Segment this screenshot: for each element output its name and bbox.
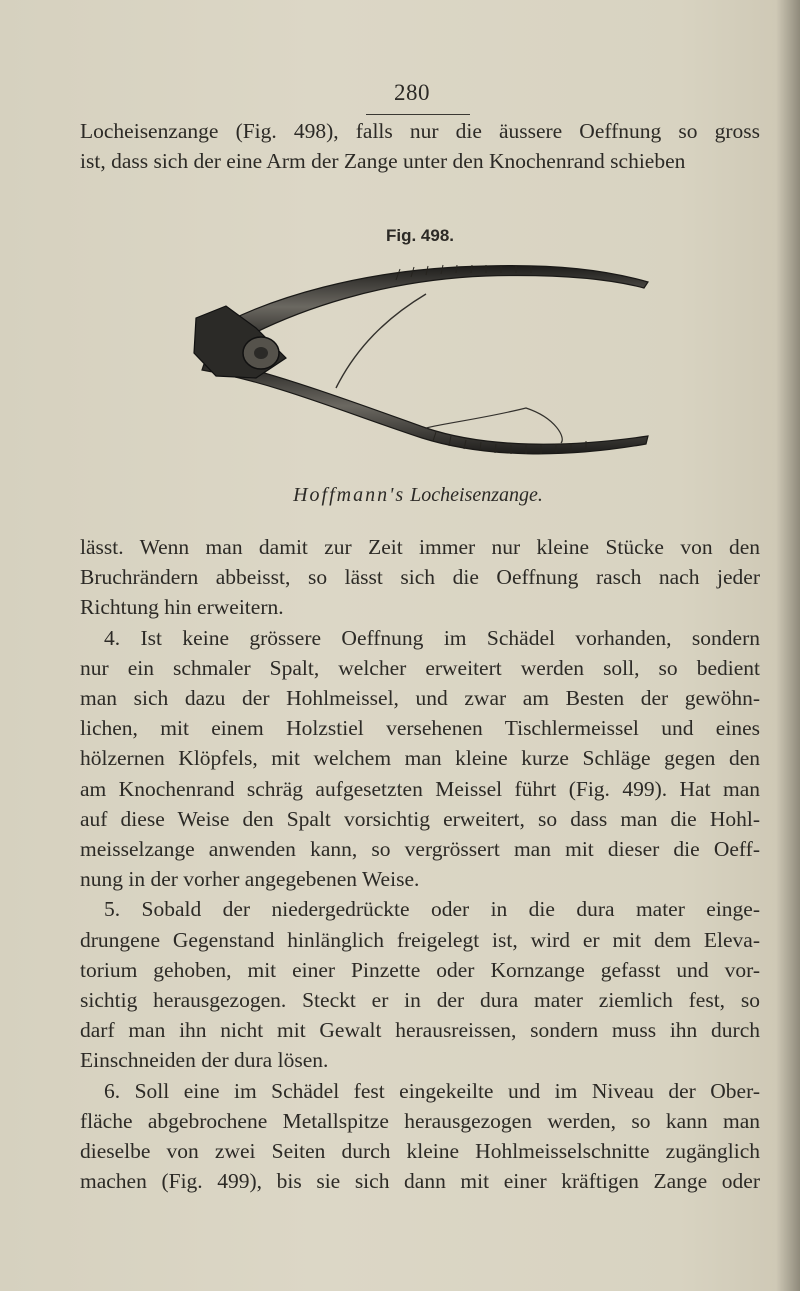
caption-author: Hoffmann's [293, 484, 406, 506]
lower-handle [202, 358, 648, 454]
text-line: lichen, mit einem Holzstiel versehenen Tischlermeissel und eines [80, 716, 760, 741]
text-line: dieselbe von zwei Seiten durch kleine Hohlmeisselschnitte zugänglich [80, 1139, 760, 1164]
text-line: sichtig herausgezogen. Steckt er in der dura mater ziemlich fest, so [80, 988, 760, 1013]
text-line: 4. Ist keine grössere Oeffnung im Schädel vorhanden, sondern [104, 625, 760, 650]
text-line: 6. Soll eine im Schädel fest eingekeilte und im Niveau der Ober- [104, 1078, 760, 1103]
text-line: nur ein schmaler Spalt, welcher erweitert werden soll, so bedient [80, 655, 760, 680]
text-line: drungene Gegenstand hinlänglich freigelegt ist, wird er mit dem Eleva- [80, 927, 760, 952]
text-line: man sich dazu der Hohlmeissel, und zwar am Besten der gewöhn- [80, 686, 760, 711]
bone-forceps-illustration [186, 258, 656, 478]
upper-handle [206, 266, 648, 348]
page-number: 280 [394, 80, 430, 105]
text-line: nung in der vorher angegebenen Weise. [80, 867, 420, 892]
text-line: auf diese Weise den Spalt vorsichtig erweitert, so dass man die Hohl- [80, 806, 760, 831]
text-line: ist, dass sich der eine Arm der Zange unter den Knochenrand schieben [80, 149, 686, 174]
figure-caption [0, 484, 800, 507]
text-line: Bruchrändern abbeisst, so lässt sich die Oeffnung rasch nach jeder [80, 565, 760, 590]
text-line: torium gehoben, mit einer Pinzette oder Kornzange gefasst und vor- [80, 957, 760, 982]
text-line: fläche abgebrochene Metallspitze herausgezogen werden, so kann man [80, 1108, 760, 1133]
text-line: hölzernen Klöpfels, mit welchem man kleine kurze Schläge gegen den [80, 746, 760, 771]
text-line: am Knochenrand schräg aufgesetzten Meissel führt (Fig. 499). Hat man [80, 776, 760, 801]
text-line: lässt. Wenn man damit zur Zeit immer nur kleine Stücke von den [80, 535, 760, 559]
text-line: Richtung hin erweitern. [80, 595, 284, 620]
body-text [80, 532, 760, 1196]
text-line: Einschneiden der dura lösen. [80, 1048, 329, 1073]
figure-label: Fig. 498. [385, 226, 455, 245]
header-rule [366, 114, 470, 115]
spring-wire [336, 294, 426, 388]
text-line: darf man ihn nicht mit Gewalt herausreissen, sondern muss ihn durch [80, 1018, 760, 1043]
intro-paragraph [80, 116, 760, 176]
text-line: Locheisenzange (Fig. 498), falls nur die äussere Oeffnung so gross [80, 119, 760, 143]
text-line: 5. Sobald der niedergedrückte oder in die dura mater einge- [104, 897, 760, 922]
text-line: meisselzange anwenden kann, so vergrössert man mit dieser die Oeff- [80, 837, 760, 862]
text-line: machen (Fig. 499), bis sie sich dann mit einer kräftigen Zange oder [80, 1169, 760, 1194]
caption-title: Locheisenzange. [410, 484, 543, 506]
